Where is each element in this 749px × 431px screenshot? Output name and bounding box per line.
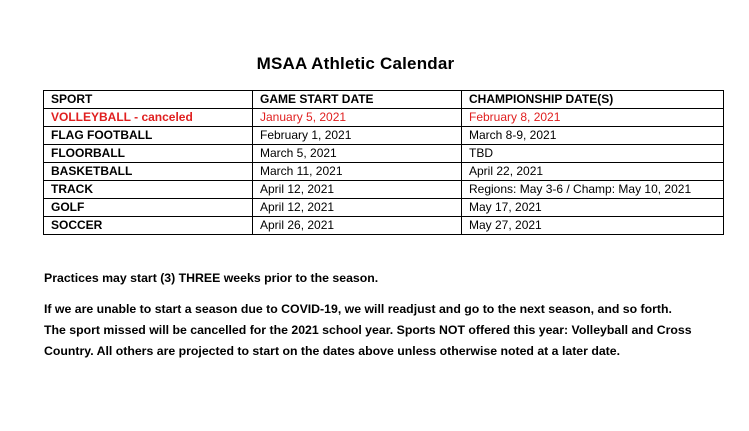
table-row <box>44 181 724 199</box>
championship-cell: May 17, 2021 <box>462 199 724 217</box>
table-row <box>44 109 724 127</box>
championship-cell: March 8-9, 2021 <box>462 127 724 145</box>
column-header-championship-dates: CHAMPIONSHIP DATE(S) <box>462 91 724 109</box>
championship-cell: February 8, 2021 <box>462 109 724 127</box>
start-date-cell: January 5, 2021 <box>253 109 462 127</box>
start-date-cell: March 5, 2021 <box>253 145 462 163</box>
covid-note: If we are unable to start a season due to COVID-19, we will readjust and go to the next season, and so forth. The sport missed will be cancelled for the 2021 school year. Sports NOT offered this year: Volleyball and Cross Country. All others are projected to start on the dates above unless otherwise noted at a later date. <box>44 302 692 358</box>
start-date-cell: April 26, 2021 <box>253 217 462 235</box>
championship-cell: TBD <box>462 145 724 163</box>
column-header-sport: SPORT <box>44 91 253 109</box>
start-date-cell: February 1, 2021 <box>253 127 462 145</box>
table-row <box>44 127 724 145</box>
start-date-cell: April 12, 2021 <box>253 199 462 217</box>
page-title: MSAA Athletic Calendar <box>256 54 455 73</box>
start-date-cell: April 12, 2021 <box>253 181 462 199</box>
sport-cell: SOCCER <box>44 217 253 235</box>
championship-cell: May 27, 2021 <box>462 217 724 235</box>
athletic-calendar-table <box>43 90 724 235</box>
table-row <box>44 145 724 163</box>
table-row <box>44 217 724 235</box>
practice-note: Practices may start (3) THREE weeks prior to the season. <box>44 271 379 285</box>
sport-cell: TRACK <box>44 181 253 199</box>
table-header-row <box>44 91 724 109</box>
championship-cell: Regions: May 3-6 / Champ: May 10, 2021 <box>462 181 724 199</box>
sport-cell: BASKETBALL <box>44 163 253 181</box>
sport-cell: GOLF <box>44 199 253 217</box>
table-row <box>44 163 724 181</box>
sport-cell: FLOORBALL <box>44 145 253 163</box>
start-date-cell: March 11, 2021 <box>253 163 462 181</box>
sport-cell: VOLLEYBALL - canceled <box>44 109 253 127</box>
table-row <box>44 199 724 217</box>
championship-cell: April 22, 2021 <box>462 163 724 181</box>
sport-cell: FLAG FOOTBALL <box>44 127 253 145</box>
column-header-game-start-date: GAME START DATE <box>253 91 462 109</box>
